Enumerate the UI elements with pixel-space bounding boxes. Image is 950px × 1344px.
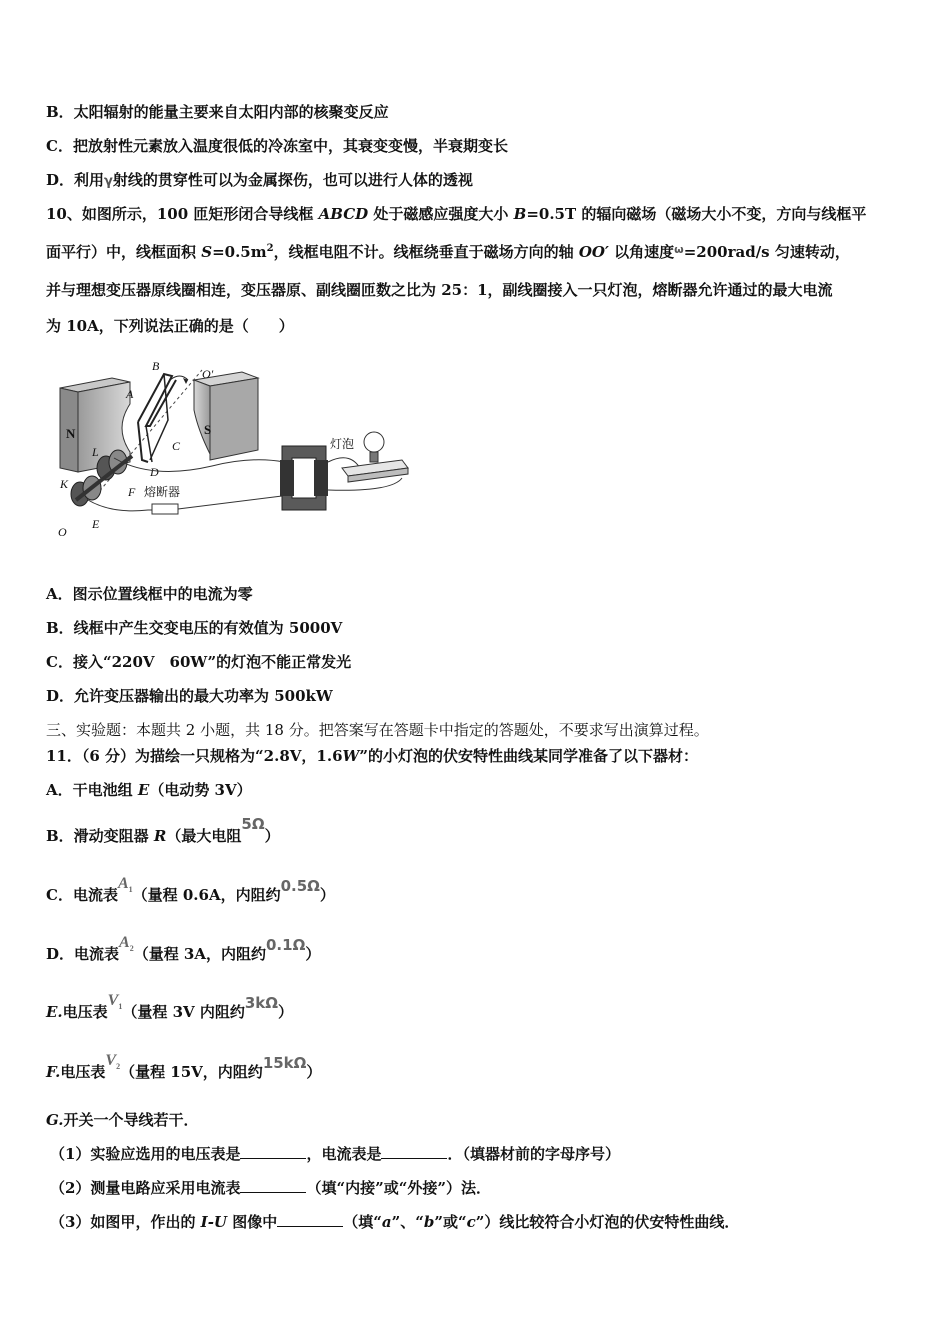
q11-stem-d: 1.6 — [316, 747, 343, 765]
label-e: E — [92, 517, 100, 531]
q11-item-g-letter: G. — [46, 1111, 64, 1129]
answer-blank-voltmeter[interactable] — [240, 1144, 306, 1159]
q11-part1-a: （1）实验应选用的电压表是 — [50, 1145, 241, 1163]
q11-item-f-sym: V — [105, 1052, 117, 1069]
q10-stem-line4 — [46, 316, 294, 336]
q10-l2-c: =0.5m — [212, 243, 267, 261]
q10-l1-a: 10、如图所示， — [46, 205, 157, 223]
generator-transformer-figure — [52, 350, 418, 546]
q11-part1-c: ．（填器材前的字母序号） — [447, 1145, 620, 1163]
wire-upper — [114, 458, 284, 471]
q10-l4: 为 10A，下列说法正确的是（ ） — [46, 317, 294, 335]
section3-title — [46, 720, 709, 740]
q11-part3-a: （3）如图甲，作出的 — [50, 1213, 201, 1231]
q11-item-e-sub: 1 — [118, 1002, 123, 1012]
label-n: N — [66, 426, 76, 441]
q11-part2-a: （2）测量电路应采用电流表 — [50, 1179, 241, 1197]
q11-item-c-value: 0.5Ω — [280, 877, 320, 895]
q11-item-d-value: 0.1Ω — [266, 936, 306, 954]
q11-item-b-var: R — [153, 827, 167, 845]
label-bulb: 灯泡 — [330, 437, 355, 451]
q9-option-b-text: B．太阳辐射的能量主要来自太阳内部的核聚变反应 — [46, 103, 389, 121]
q11-item-b — [46, 815, 280, 846]
q11-part1 — [50, 1144, 620, 1164]
answer-blank-ammeter[interactable] — [381, 1144, 447, 1159]
q11-item-d-sub: 2 — [129, 944, 134, 954]
q10-l1-abcd: ABCD — [318, 205, 369, 223]
omega-symbol: ω — [674, 243, 684, 256]
q9-option-c-text: C．把放射性元素放入温度很低的冷冻室中，其衰变变慢，半衰期变长 — [46, 137, 508, 155]
label-b: B — [152, 359, 160, 373]
label-a: A — [126, 387, 134, 401]
q9-option-b — [46, 102, 389, 122]
q11-part1-b: ，电流表是 — [306, 1145, 382, 1163]
ammeter-a2-symbol — [119, 933, 134, 959]
q10-l1-e: 处于磁感应强度大小 — [368, 205, 514, 223]
fuse — [152, 504, 178, 514]
label-s: S — [204, 422, 212, 437]
q10-l1-c: 匝矩形闭合导线框 — [188, 205, 319, 223]
q11-item-f-value: 15kΩ — [262, 1054, 307, 1072]
q11-part3 — [50, 1212, 739, 1232]
q11-item-e-value: 3kΩ — [244, 994, 279, 1012]
q9-option-d-post: 射线的贯穿性可以为金属探伤，也可以进行人体的透视 — [112, 171, 473, 189]
q10-option-a-text: A．图示位置线框中的电流为零 — [46, 585, 253, 603]
q11-item-f-letter: F. — [46, 1063, 61, 1081]
label-f: F — [128, 485, 136, 499]
q11-item-c-close: ） — [319, 886, 335, 904]
q11-item-a — [46, 780, 252, 800]
q11-item-c-sub: 1 — [128, 885, 133, 895]
q10-l1-b: 100 — [156, 205, 189, 223]
q10-l2-a: 面平行）中，线框面积 — [46, 243, 202, 261]
gamma-symbol: γ — [104, 174, 113, 189]
voltmeter-v2-symbol — [105, 1051, 120, 1077]
q11-item-d-sym: A — [119, 934, 130, 951]
magnet-s — [194, 372, 258, 460]
q10-stem-line2 — [46, 242, 850, 264]
answer-blank-connection[interactable] — [240, 1178, 306, 1193]
q10-l2-g: =200rad/s — [683, 243, 770, 261]
q10-option-c — [46, 652, 351, 672]
q11-part3-j: ”）线比较符合小灯泡的伏安特性曲线． — [475, 1213, 740, 1231]
q11-item-d-label: D．电流表 — [46, 945, 120, 963]
q10-option-a — [46, 584, 253, 604]
q11-item-c — [46, 875, 335, 912]
q11-item-a-label: A．干电池组 — [46, 781, 138, 799]
q11-part2-b: （填“内接”或“外接”）法． — [306, 1179, 491, 1197]
q10-stem-line3 — [46, 280, 833, 300]
label-o-prime: O′ — [202, 367, 214, 381]
q11-stem-b: 2.8V — [263, 747, 302, 765]
q11-part3-a-var: a — [381, 1213, 392, 1231]
q11-item-a-desc: （电动势 3V） — [149, 781, 252, 799]
q11-part3-iu: I-U — [200, 1213, 227, 1231]
q10-l1-b-var: B — [513, 205, 527, 223]
q11-item-e-desc: （量程 3V 内阻约 — [122, 1003, 245, 1021]
q10-option-b-text: B．线框中产生交变电压的有效值为 5000V — [46, 619, 343, 637]
q9-option-d-pre: D．利用 — [46, 171, 105, 189]
q11-item-a-var: E — [137, 781, 150, 799]
q11-item-c-sym: A — [117, 875, 129, 892]
q11-part3-c-var: c — [466, 1213, 476, 1231]
q10-l1-h: 的辐向磁场（磁场大小不变，方向与线框平 — [576, 205, 867, 223]
q10-l3: 并与理想变压器原线圈相连，变压器原、副线圈匝数之比为 25：1，副线圈接入一只灯泡，熔断器允许通过的最大电流 — [46, 281, 833, 299]
q11-item-c-desc: （量程 0.6A，内阻约 — [132, 886, 281, 904]
wire-lower — [88, 500, 152, 511]
q10-l2-f: 以角速度 — [608, 243, 675, 261]
q10-option-c-text: C．接入“220V 60W”的灯泡不能正常发光 — [46, 653, 352, 671]
q11-item-e-letter: E. — [46, 1003, 63, 1021]
q10-stem-line1 — [46, 204, 866, 224]
q11-item-e-label: 电压表 — [62, 1003, 108, 1021]
q11-item-b-close: ） — [264, 827, 280, 845]
q11-item-b-desc: （最大电阻 — [166, 827, 242, 845]
q11-item-e — [46, 992, 294, 1029]
q10-l2-axis: OO′ — [578, 243, 609, 261]
voltmeter-v1-symbol — [108, 991, 123, 1017]
q11-part3-f: ”、“ — [391, 1213, 424, 1231]
q11-item-f-desc: （量程 15V，内阻约 — [120, 1063, 263, 1081]
q11-item-g — [46, 1110, 199, 1130]
q10-l2-sup: 2 — [266, 243, 274, 254]
q11-item-e-close: ） — [278, 1003, 294, 1021]
q11-item-f-label: 电压表 — [60, 1063, 106, 1081]
q11-item-f-close: ） — [306, 1063, 322, 1081]
answer-blank-curve[interactable] — [277, 1212, 343, 1227]
q11-part3-c: 图像中 — [227, 1213, 278, 1231]
label-l: L — [92, 445, 99, 459]
label-d: D — [150, 465, 159, 479]
q10-l2-h: 匀速转动， — [769, 243, 850, 261]
section3-title-text: 三、实验题：本题共 2 小题，共 18 分。把答案写在答题卡中指定的答题处，不要求写出演算过程。 — [46, 721, 709, 739]
q11-part3-h: ”或“ — [434, 1213, 467, 1231]
label-fuse: 熔断器 — [144, 485, 181, 499]
q10-option-d — [46, 686, 333, 706]
q11-stem-f: ”的小灯泡的伏安特性曲线某同学准备了以下器材： — [359, 747, 699, 765]
q11-item-d-desc: （量程 3A，内阻约 — [133, 945, 266, 963]
label-k: K — [60, 477, 69, 491]
label-c: C — [172, 439, 181, 453]
q11-item-e-sym: V — [107, 992, 119, 1009]
q10-option-d-text: D．允许变压器输出的最大功率为 500kW — [46, 687, 333, 705]
q10-l2-s-var: S — [201, 243, 213, 261]
coil-frame — [138, 374, 176, 426]
q11-part3-b-var: b — [423, 1213, 435, 1231]
label-o: O — [58, 525, 67, 539]
q11-stem — [46, 746, 698, 766]
q11-item-d-close: ） — [305, 945, 321, 963]
q11-item-f — [46, 1052, 322, 1089]
q11-item-c-label: C．电流表 — [46, 886, 118, 904]
q9-option-d — [46, 170, 473, 192]
q11-item-b-value: 5Ω — [241, 815, 265, 833]
q11-item-g-desc: 开关一个导线若干． — [63, 1111, 199, 1129]
q10-option-b — [46, 618, 342, 638]
q11-item-f-sub: 2 — [116, 1062, 121, 1072]
q11-stem-e: W — [342, 747, 360, 765]
q10-l1-g: =0.5T — [526, 205, 577, 223]
q11-item-d — [46, 934, 321, 971]
q11-part2 — [50, 1178, 491, 1198]
q11-item-b-label: B．滑动变阻器 — [46, 827, 154, 845]
q10-l2-d: ，线框电阻不计。线框绕垂直于磁场方向的轴 — [273, 243, 579, 261]
q11-stem-c: ， — [301, 747, 317, 765]
q9-option-c — [46, 136, 508, 156]
ammeter-a1-symbol — [118, 874, 133, 900]
q11-stem-a: 11．（6 分）为描绘一只规格为“ — [46, 747, 264, 765]
transformer — [280, 446, 328, 510]
q11-part3-d: （填“ — [343, 1213, 382, 1231]
